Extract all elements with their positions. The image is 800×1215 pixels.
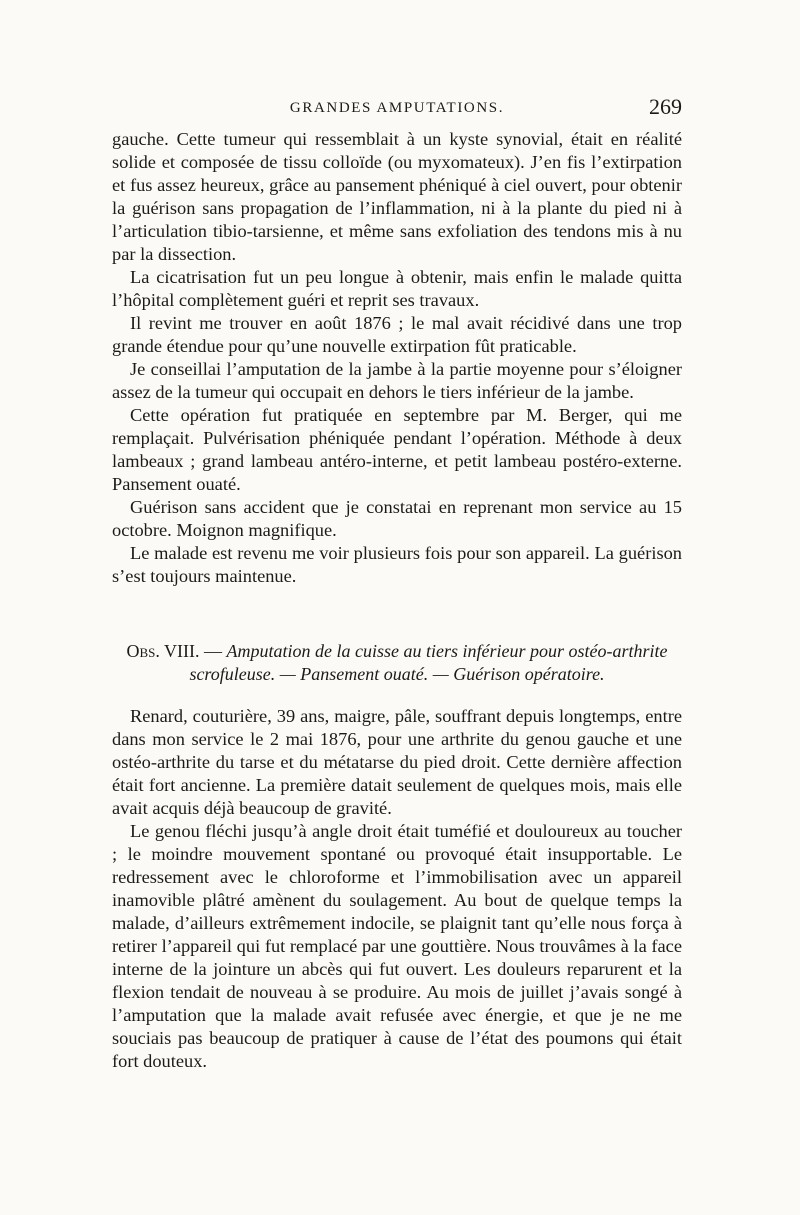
paragraph: Le genou fléchi jusqu’à angle droit était tuméfié et douloureux au toucher ; le moindre mouvement spontané ou provoqué était insupportable. Le redressement avec le chloroforme et l’immobilisation avec un appareil inamovible plâtré amènent du soulagement. Au bout de quelque temps la malade, d’ailleurs extrêmement indocile, se plaignit tant qu’elle nous força à retirer l’appareil qui fut remplacé par une gouttière. Nous trouvâmes à la face interne de la jointure un abcès qui fut ouvert. Les douleurs reparurent et la flexion tendait de nouveau à se produire. Au mois de juillet j’avais songé à l’amputation que la malade avait refusée avec énergie, et que je ne me souciais pas beaucoup de pratiquer à cause de l’état des poumons qui était fort douteux.	[112, 821, 682, 1071]
paragraph: La cicatrisation fut un peu longue à obtenir, mais enfin le malade quitta l’hôpital complètement guéri et reprit ses travaux.	[112, 267, 682, 310]
paragraph: Guérison sans accident que je constatai en reprenant mon service au 15 octobre. Moignon magnifique.	[112, 497, 682, 540]
observation-title: Amputation de la cuisse au tiers inférieur pour ostéo-arthrite scrofuleuse. — Pansement ouaté. — Guérison opératoire.	[189, 641, 668, 684]
observation-label: Obs. VIII. —	[126, 641, 223, 661]
body-text-part2	[112, 705, 682, 1073]
observation-heading	[112, 640, 682, 686]
paragraph: Le malade est revenu me voir plusieurs fois pour son appareil. La guérison s’est toujours maintenue.	[112, 543, 682, 586]
paragraph: Cette opération fut pratiquée en septembre par M. Berger, qui me remplaçait. Pulvérisation phéniquée pendant l’opération. Méthode à deux lambeaux ; grand lambeau antéro-interne, et petit lambeau postéro-externe. Pansement ouaté.	[112, 405, 682, 494]
running-header	[112, 94, 682, 124]
page-number: 269	[649, 94, 682, 119]
body-text-part1	[112, 128, 682, 588]
paragraph: Il revint me trouver en août 1876 ; le mal avait récidivé dans une trop grande étendue pour qu’une nouvelle extirpation fût praticable.	[112, 313, 682, 356]
paragraph: Je conseillai l’amputation de la jambe à la partie moyenne pour s’éloigner assez de la tumeur qui occupait en dehors le tiers inférieur de la jambe.	[112, 359, 682, 402]
paragraph: Renard, couturière, 39 ans, maigre, pâle, souffrant depuis longtemps, entre dans mon service le 2 mai 1876, pour une arthrite du genou gauche et une ostéo-arthrite du tarse et du métatarse du pied droit. Cette dernière affection était fort ancienne. La première datait seulement de quelques mois, mais elle avait acquis déjà beaucoup de gravité.	[112, 706, 682, 818]
paragraph: gauche. Cette tumeur qui ressemblait à un kyste synovial, était en réalité solide et composée de tissu colloïde (ou myxomateux). J’en fis l’extirpation et fus assez heureux, grâce au pansement phéniqué à ciel ouvert, pour obtenir la guérison sans propagation de l’inflammation, ni à la plante du pied ni à l’articulation tibio-tarsienne, et même sans exfoliation des tendons mis à nu par la dissection.	[112, 129, 682, 264]
running-title: GRANDES AMPUTATIONS.	[289, 100, 505, 116]
